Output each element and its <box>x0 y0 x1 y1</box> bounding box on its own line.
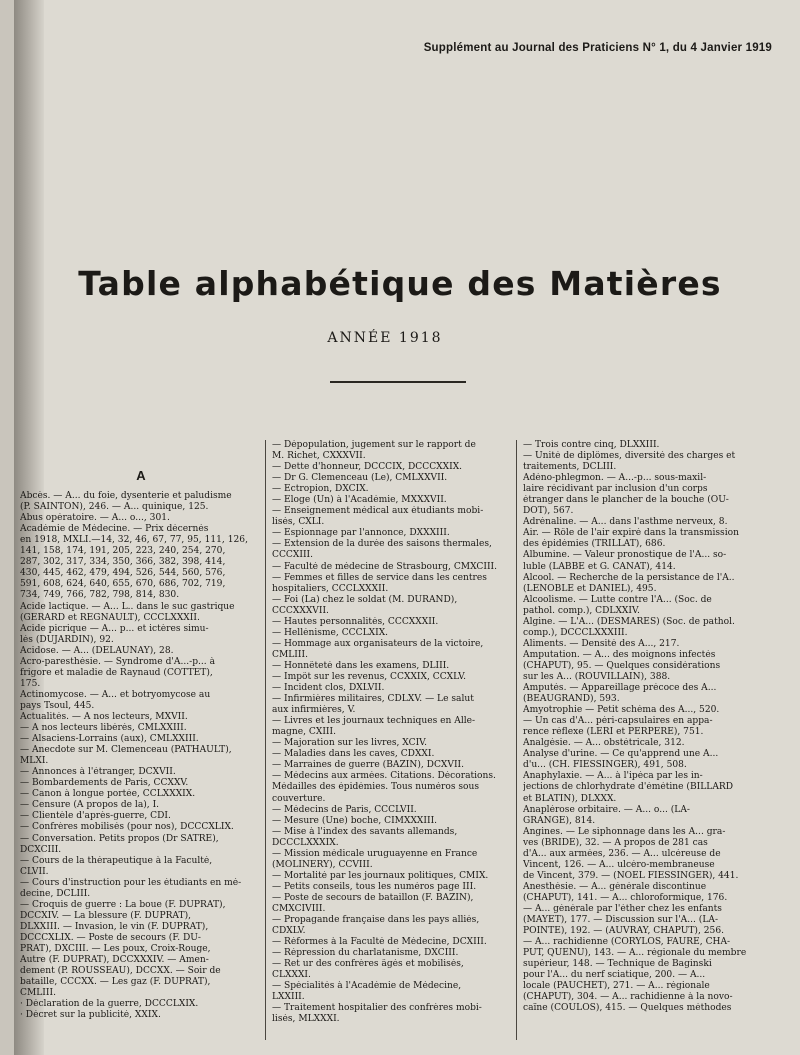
index-entry-line: rence réflexe (LÉRI et PERPÈRE), 751. <box>523 727 704 738</box>
index-entry-line: locale (PAUCHET), 271. — A... régionale <box>523 981 710 992</box>
index-entry-line: (CHAPUT), 304. — A... rachidienne à la novo- <box>523 992 733 1003</box>
index-entry-line: (P. SAINTON), 246. — A... quinique, 125. <box>20 502 209 513</box>
index-entry-line: PUT, QUÉNU), 143. — A... régionale du membre <box>523 948 747 959</box>
index-entry-line: caïne (COULOS), 415. — Quelques méthodes <box>523 1003 732 1014</box>
index-entry-line: — Alsaciens-Lorrains (aux), CMLXXIII. <box>20 734 199 745</box>
index-entry-line: CMLIII. <box>20 988 56 999</box>
index-entry-line: CCCXXXVII. <box>272 605 329 616</box>
index-entry-line: — Maladies dans les caves, CDXXI. <box>272 749 435 760</box>
index-entry-line: pathol. comp.), CDLXXIV. <box>523 605 640 616</box>
index-entry-line: — Répression du charlatanisme, DXCIII. <box>272 948 459 959</box>
index-entry-line: — Mise à l'index des savants allemands, <box>272 826 458 837</box>
index-entry-line: Abcès. — A... du foie, dysenterie et paludisme <box>20 491 232 502</box>
index-column-3 <box>523 440 761 1014</box>
index-entry-line: — Cours de la thérapeutique à la Faculté, <box>20 855 213 866</box>
index-entry-line: de Vincent, 379. — (NOEL FIESSINGER), 441. <box>523 870 739 881</box>
index-entry-line: — Censure (A propos de la), I. <box>20 800 160 811</box>
column-divider <box>516 440 517 1040</box>
index-entry-line: — Enseignement médical aux étudiants mobi- <box>272 506 484 517</box>
index-entry-line: — Annonces à l'étranger, DCXVII. <box>20 767 176 778</box>
index-entry-line: — Extension de la durée des saisons thermales, <box>272 539 492 550</box>
index-entry-line: supérieur, 148. — Technique de Baginski <box>523 959 712 970</box>
index-entry-line: (MAYET), 177. — Discussion sur l'A... (LA- <box>523 915 719 926</box>
index-entry-line: (GÉRARD et REGNAULT), CCCLXXXII. <box>20 612 200 623</box>
index-entry-line: Amputation. — A... des moignons infectés <box>523 649 716 660</box>
index-entry-line: CLVII. <box>20 866 49 877</box>
index-entry-line: — Infirmières militaires, CDLXV. — Le salut <box>272 694 474 705</box>
index-entry-line: CMXCIVIII. <box>272 903 326 914</box>
index-entry-line: pays Tsoul, 445. <box>20 700 95 711</box>
index-entry-line: — A nos lecteurs libérés, CMLXXIII. <box>20 723 187 734</box>
section-letter: A <box>136 468 146 483</box>
index-entry-line: — Réformes à la Faculté de Médecine, DCXIII. <box>272 937 487 948</box>
index-entry-line: — Dépopulation, jugement sur le rapport de <box>272 440 476 450</box>
index-entry-line: — Ectropion, DXCIX. <box>272 484 369 495</box>
index-entry-line: Anaplérose orbitaire. — A... o... (LA- <box>523 804 690 815</box>
index-entry-line: 141, 158, 174, 191, 205, 223, 240, 254, 270, <box>20 546 226 557</box>
index-entry-line: · Déclaration de la guerre, DCCCLXIX. <box>20 999 199 1010</box>
index-entry-line: 591, 608, 624, 640, 655, 670, 686, 702, 719, <box>20 579 226 590</box>
index-entry-line: Acide picrique — A... p... et ictères simu- <box>20 623 209 634</box>
index-entry-line: dement (P. ROUSSEAU), DCCXX. — Soir de <box>20 966 221 977</box>
index-entry-line: — Ret ur des confrères âgés et mobilisés, <box>272 959 464 970</box>
index-entry-line: · Décret sur la publicité, XXIX. <box>20 1010 161 1021</box>
index-entry-line: ves (BRIDE), 32. — A propos de 281 cas <box>523 837 708 848</box>
index-entry-line: Acidose. — A... (DELAUNAY), 28. <box>20 645 174 656</box>
index-entry-line: DCCCLXXXIX. <box>272 837 339 848</box>
index-entry-line: (CHAPUT), 95. — Quelques considérations <box>523 660 721 671</box>
index-entry-line: DCCXIV. — La blessure (F. DUPRAT), <box>20 910 192 921</box>
index-entry-line: — Impôt sur les revenus, CCXXIX, CCXLV. <box>272 671 466 682</box>
index-entry-line: — Majoration sur les livres, XCIV. <box>272 738 428 749</box>
index-entry-line: — Marraines de guerre (BAZIN), DCXVII. <box>272 760 465 771</box>
index-entry-line: d'A... aux armées, 236. — A... ulcéreuse de <box>523 848 721 859</box>
index-entry-line: — Hellénisme, CCCLXIX. <box>272 627 389 638</box>
index-entry-line: traitements, DCLIII. <box>523 462 617 473</box>
index-entry-line: — Faculté de médecine de Strasbourg, CMXCIII. <box>272 561 498 572</box>
index-entry-line: (LENOBLE et DANIEL), 495. <box>523 583 657 594</box>
index-entry-line: — Hautes personnalités, CCCXXXII. <box>272 616 439 627</box>
index-entry-line: DCXCIII. <box>20 844 62 855</box>
index-entry-line: bataille, CCCXX. — Les gaz (F. DUPRAT), <box>20 977 211 988</box>
index-entry-line: lisés, CXLI. <box>272 517 325 528</box>
index-entry-line: jections de chlorhydrate d'émétine (BILLARD <box>523 782 734 793</box>
index-entry-line: Acide lactique. — A... L.. dans le suc gastrique <box>20 601 235 612</box>
index-entry-line: Abus opératoire. — A... o..., 301. <box>20 513 170 524</box>
index-entry-line: Amputés. — Appareillage précoce des A... <box>523 683 717 694</box>
index-entry-line: Vincent, 126. — A... ulcéro-membraneuse <box>523 859 715 870</box>
index-entry-line: — Trois contre cinq, DLXXIII. <box>523 440 660 450</box>
index-entry-line: — Hommage aux organisateurs de la victoire, <box>272 638 484 649</box>
index-entry-line: Adéno-phlegmon. — A...-p... sous-maxil- <box>523 473 707 484</box>
index-entry-line: — Conversation. Petits propos (Dr SATRE), <box>20 833 219 844</box>
index-entry-line: 430, 445, 462, 479, 494, 526, 544, 560, 576, <box>20 568 226 579</box>
index-entry-line: Alcoolisme. — Lutte contre l'A... (Soc. de <box>523 594 712 605</box>
column-divider <box>265 440 266 1040</box>
index-entry-line: — Traitement hospitalier des confrères mobi- <box>272 1003 482 1014</box>
index-entry-line: — Dette d'honneur, DCCCIX, DCCCXXIX. <box>272 462 463 473</box>
index-entry-line: — Foi (La) chez le soldat (M. DURAND), <box>272 594 458 605</box>
index-entry-line: CLXXXI. <box>272 970 311 981</box>
index-entry-line: Air. — Rôle de l'air expiré dans la transmission <box>523 528 739 539</box>
index-entry-line: et BLATIN), DLXXX. <box>523 793 617 804</box>
index-entry-line: Anesthésie. — A... générale discontinue <box>523 881 707 892</box>
index-entry-line: Actualités. — A nos lecteurs, MXVII. <box>20 711 188 722</box>
index-entry-line: — Petits conseils, tous les numéros page III. <box>272 881 477 892</box>
index-entry-line: Alcool. — Recherche de la persistance de l'A.. <box>523 572 735 583</box>
index-entry-line: (CHAPUT), 141. — A... chloroformique, 176. <box>523 892 728 903</box>
index-entry-line: Autre (F. DUPRAT), DCCXXXIV. — Amen- <box>20 955 209 966</box>
index-entry-line: — Honnêteté dans les examens, DLIII. <box>272 660 450 671</box>
index-entry-line: Anaphylaxie. — A... à l'ipéca par les in- <box>523 771 703 782</box>
index-entry-line: — Mission médicale uruguayenne en France <box>272 848 478 859</box>
index-entry-line: (MOLINERY), CCVIII. <box>272 859 373 870</box>
index-entry-line: POINTE), 192. — (AUVRAY, CHAPUT), 256. <box>523 926 725 937</box>
index-entry-line: — Bombardements de Paris, CCXXV. <box>20 778 189 789</box>
index-entry-line: DCCCXLIX. — Poste de secours (F. DU- <box>20 932 201 943</box>
index-entry-line: Médailles des épidémies. Tous numéros sous <box>272 782 480 793</box>
index-entry-line: Analyse d'urine. — Ce qu'apprend une A... <box>523 749 719 760</box>
index-entry-line: M. Richet, CXXXVII. <box>272 451 366 462</box>
index-entry-line: couverture. <box>272 793 326 804</box>
page-header: Supplément au Journal des Praticiens N° 1, du 4 Janvier 1919 <box>423 42 772 54</box>
index-entry-line: — Propagande française dans les pays alliés, <box>272 915 480 926</box>
index-entry-line: — Cours d'instruction pour les étudiants en mé- <box>20 877 242 888</box>
index-entry-line: — Clientèle d'après-guerre, CDI. <box>20 811 171 822</box>
index-entry-line: — Mortalité par les journaux politiques, CMIX. <box>272 870 489 881</box>
index-entry-line: PRAT), DXCIII. — Les poux, Croix-Rouge, <box>20 943 211 954</box>
index-entry-line: — Croquis de guerre : La boue (F. DUPRAT), <box>20 899 226 910</box>
index-entry-line: — A... générale par l'éther chez les enfants <box>523 903 722 914</box>
index-entry-line: decine, DCLIII. <box>20 888 91 899</box>
index-entry-line: MLXI. <box>20 756 49 767</box>
index-entry-line: — Unité de diplômes, diversité des charges et <box>523 451 736 462</box>
title-rule <box>330 381 466 383</box>
index-entry-line: magne, CXIII. <box>272 727 336 738</box>
index-entry-line: lisés, MLXXXI. <box>272 1014 340 1025</box>
index-entry-line: pour l'A... du nerf sciatique, 200. — A... <box>523 970 706 981</box>
index-entry-line: 175. <box>20 678 41 689</box>
index-entry-line: 734, 749, 766, 782, 798, 814, 830. <box>20 590 180 601</box>
index-entry-line: Académie de Médecine. — Prix décernés <box>20 524 209 535</box>
index-entry-line: Algine. — L'A... (DESMARES) (Soc. de pathol. <box>523 616 735 627</box>
index-entry-line: DOT), 567. <box>523 506 574 517</box>
index-entry-line: des épidémies (TRILLAT), 686. <box>523 539 666 550</box>
index-entry-line: — Un cas d'A... péri-capsulaires en appa- <box>523 716 713 727</box>
index-entry-line: — Eloge (Un) à l'Académie, MXXXVII. <box>272 495 447 506</box>
index-entry-line: Acro-paresthésie. — Syndrome d'A...-p... à <box>20 656 216 667</box>
index-entry-line: hospitaliers, CCCLXXXII. <box>272 583 389 594</box>
index-entry-line: aux infirmières, V. <box>272 705 356 716</box>
index-entry-line: — Canon à longue portée, CCLXXXIX. <box>20 789 196 800</box>
index-column-1 <box>20 470 262 1021</box>
index-entry-line: CMLIII. <box>272 649 308 660</box>
index-entry-line: LXXIII. <box>272 992 305 1003</box>
index-entry-line: d'u... (CH. FIESSINGER), 491, 508. <box>523 760 687 771</box>
page-title: Table alphabétique des Matières <box>78 264 722 303</box>
year-subtitle: ANNÉE 1918 <box>327 330 443 346</box>
index-entry-line: Adrénaline. — A... dans l'asthme nerveux, 8. <box>523 517 728 528</box>
index-entry-line: étranger dans le plancher de la bouche (OU- <box>523 495 729 506</box>
index-entry-line: — Médecins aux armées. Citations. Décorations. <box>272 771 496 782</box>
index-entry-line: Amyotrophie — Petit schéma des A..., 520. <box>523 705 720 716</box>
index-entry-line: — Femmes et filles de service dans les centres <box>272 572 487 583</box>
index-entry-line: — Spécialités à l'Académie de Médecine, <box>272 981 462 992</box>
index-entry-line: en 1918, MXLI.—14, 32, 46, 67, 77, 95, 111, 126, <box>20 535 248 546</box>
index-entry-line: — Dr G. Clemenceau (Le), CMLXXVII. <box>272 473 448 484</box>
index-entry-line: (BEAUGRAND), 593. <box>523 694 620 705</box>
index-entry-line: — Médecins de Paris, CCCLVII. <box>272 804 417 815</box>
index-entry-line: DLXXIII. — Invasion, le vin (F. DUPRAT), <box>20 921 209 932</box>
index-entry-line: — Confrères mobilisés (pour nos), DCCCXLIX. <box>20 822 234 833</box>
index-entry-line: Angines. — Le siphonnage dans les A... gra- <box>523 826 726 837</box>
index-entry-line: — Mesure (Une) boche, CIMXXXIII. <box>272 815 438 826</box>
index-entry-line: GRANGE), 814. <box>523 815 596 826</box>
index-entry-line: 287, 302, 317, 334, 350, 366, 382, 398, 414, <box>20 557 226 568</box>
index-entry-line: CDXLV. <box>272 926 306 937</box>
index-entry-line: laire récidivant par inclusion d'un corps <box>523 484 708 495</box>
index-entry-line: — Incident clos, DXLVII. <box>272 683 385 694</box>
index-entry-line: sur les A... (ROUVILLAIN), 388. <box>523 671 671 682</box>
index-entry-line: comp.), DCCCLXXXIII. <box>523 627 628 638</box>
index-entry-line: CCCXIII. <box>272 550 314 561</box>
index-entry-line: — Livres et les journaux techniques en Alle- <box>272 716 476 727</box>
index-column-2 <box>272 440 510 1025</box>
index-entry-line: Analgésie. — A... obstétricale, 312. <box>523 738 685 749</box>
index-entry-line: lés (DUJARDIN), 92. <box>20 634 114 645</box>
index-entry-line: frigore et maladie de Raynaud (COTTET), <box>20 667 213 678</box>
index-entry-line: Albumine. — Valeur pronostique de l'A... so- <box>523 550 727 561</box>
index-entry-line: — A... rachidienne (CORYLOS, FAURE, CHA- <box>523 937 731 948</box>
index-entry-line: Aliments. — Densité des A..., 217. <box>523 638 680 649</box>
index-entry-line: — Anecdote sur M. Clemenceau (PATHAULT), <box>20 745 232 756</box>
index-entry-line: — Espionnage par l'annonce, DXXXIII. <box>272 528 450 539</box>
index-entry-line: luble (LABBÉ et G. CANAT), 414. <box>523 561 676 572</box>
index-entry-line: Actinomycose. — A... et botryomycose au <box>20 689 211 700</box>
index-entry-line: — Poste de secours de bataillon (F. BAZIN), <box>272 892 474 903</box>
